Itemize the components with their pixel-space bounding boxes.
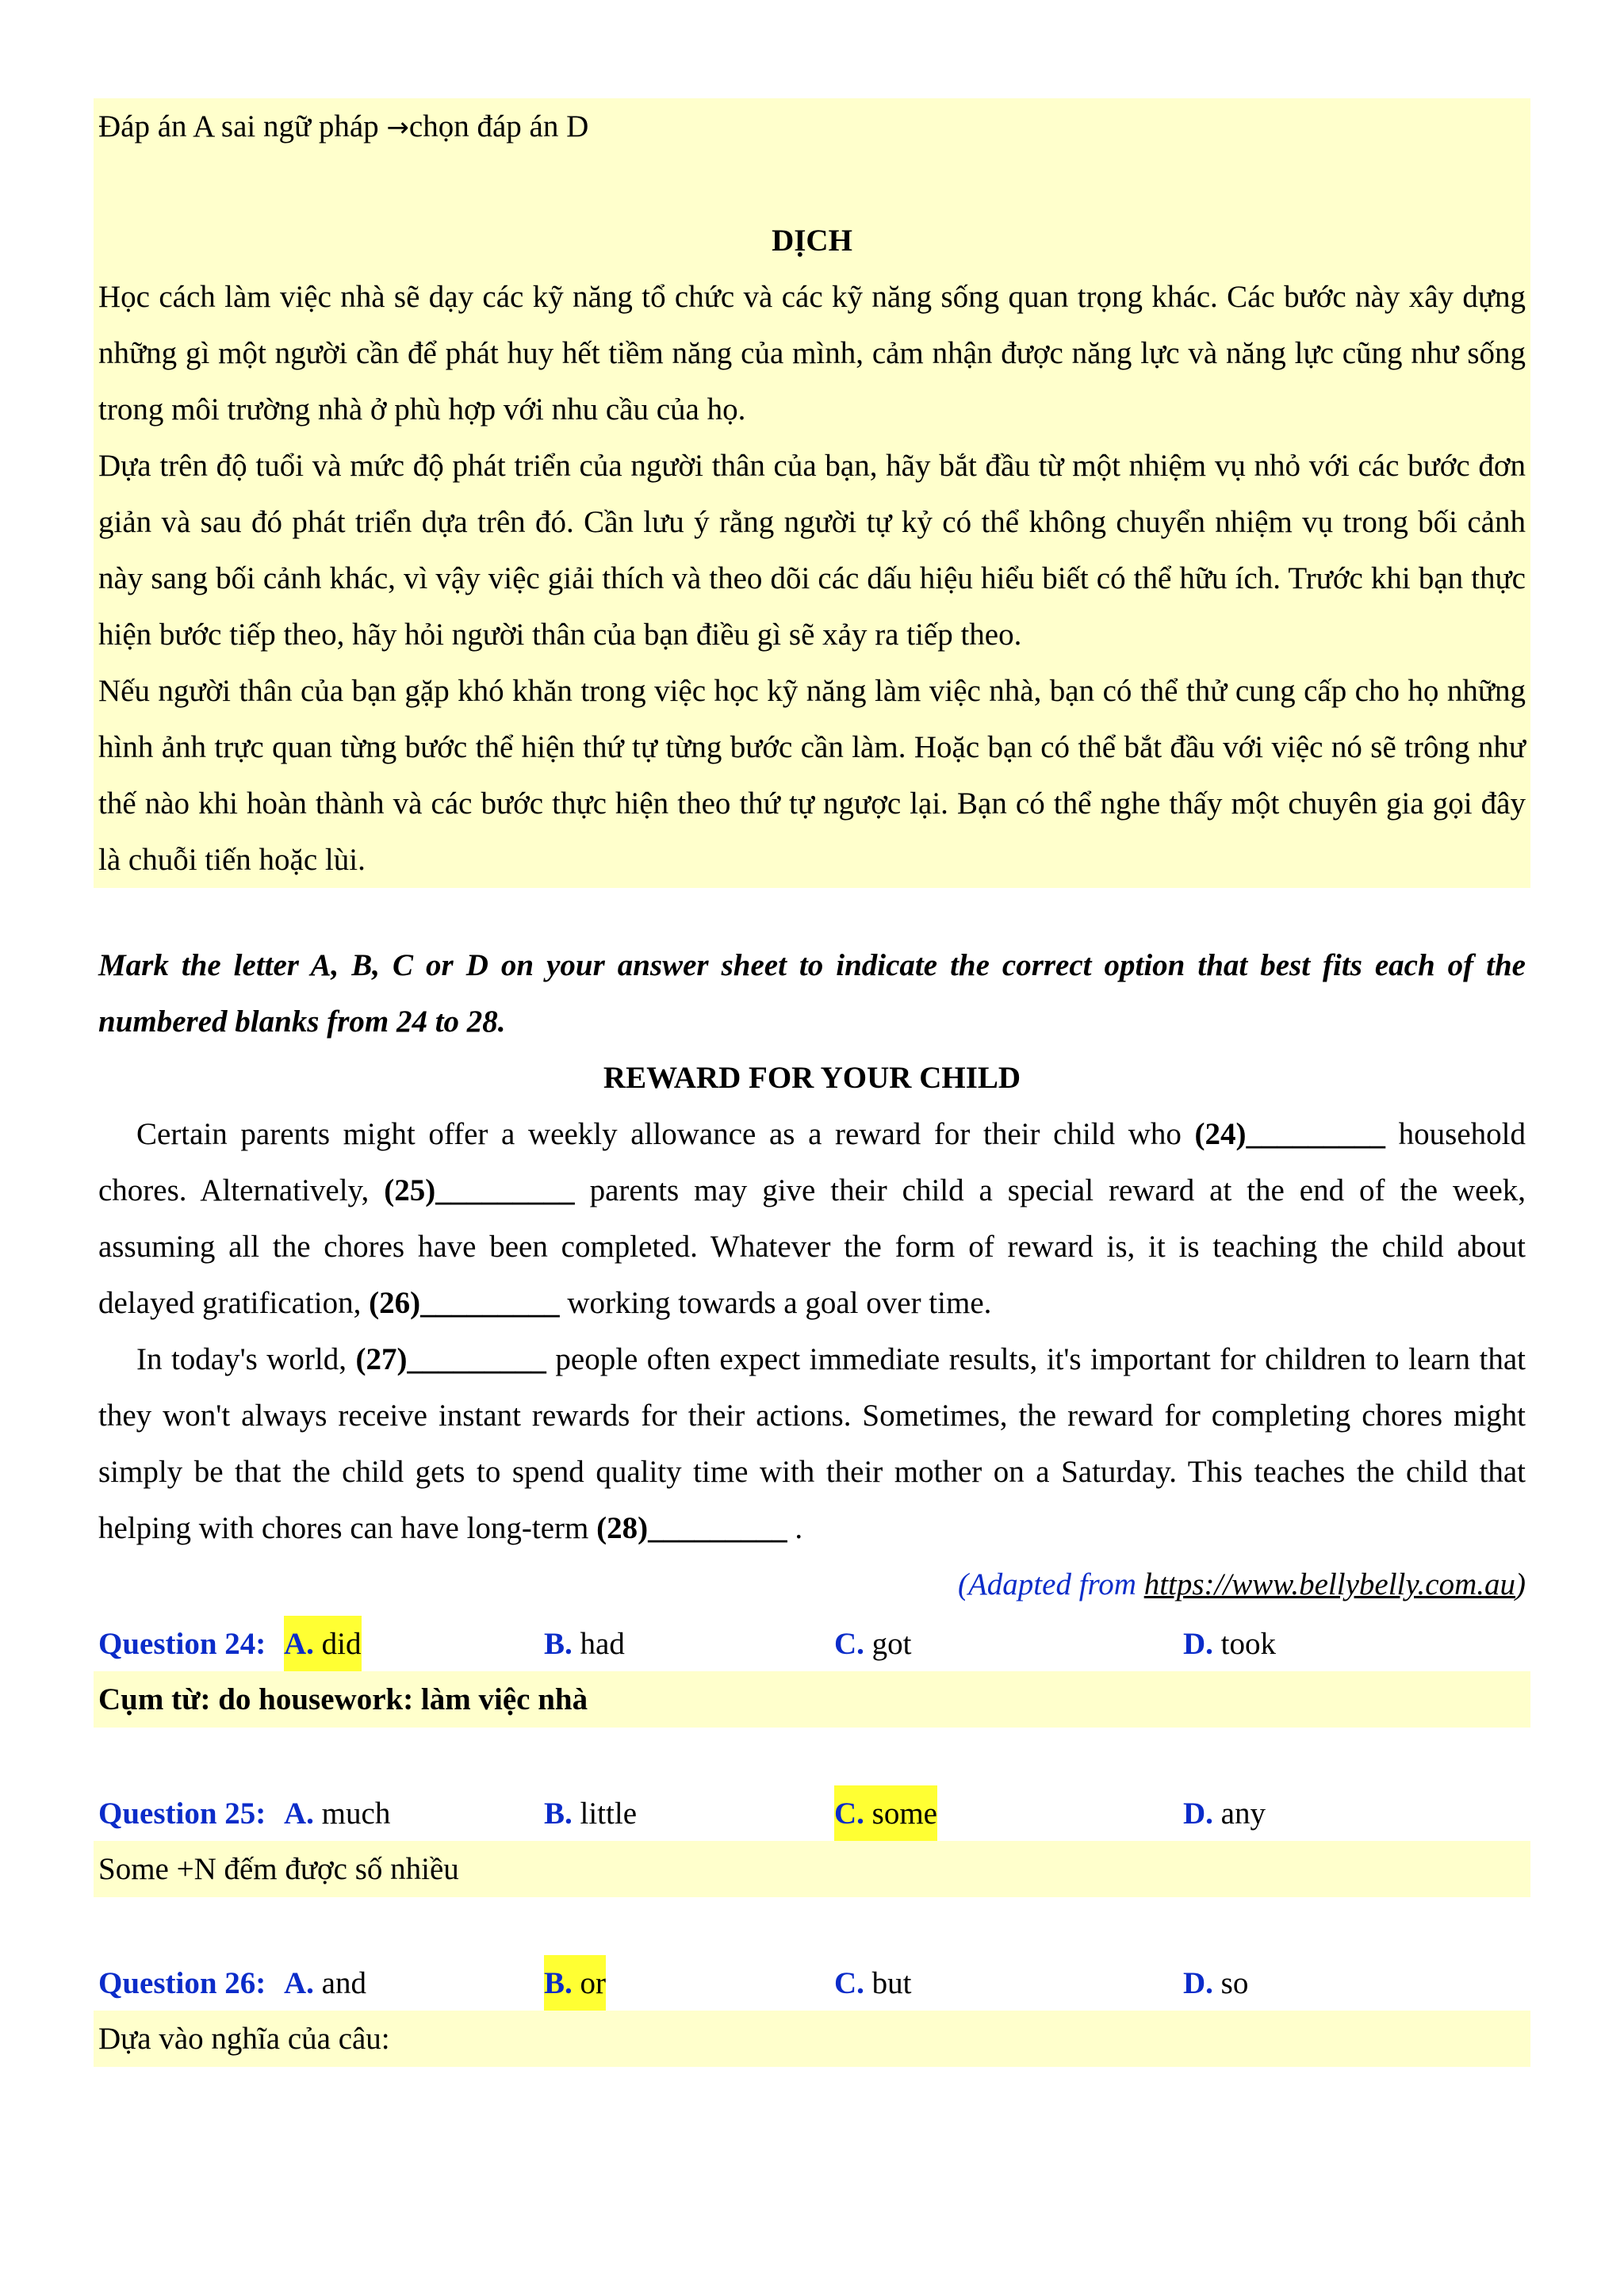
question-label: Question 24: <box>98 1627 266 1661</box>
option-a[interactable]: A. did <box>284 1616 362 1672</box>
blank-24: (24)_________ <box>1194 1117 1386 1151</box>
passage-text: people often expect immediate results, it's important for children to learn that they won't always receive instant rewards for their actions. Sometimes, the reward for completing chores might simply be that the child gets to spend quality time with their mother on a Saturday. This teaches the child that helping with chores can have long-term <box>98 1342 1526 1545</box>
passage-text: working towards a goal over time. <box>559 1286 992 1320</box>
question-24 <box>98 1616 1526 1672</box>
source-prefix: (Adapted from <box>958 1567 1144 1601</box>
option-c[interactable]: C. got <box>834 1627 912 1661</box>
passage-text: household chores. Alternatively, <box>98 1117 1526 1207</box>
answer-note-text: Đáp án A sai ngữ pháp <box>98 109 387 144</box>
instruction: Mark the letter A, B, C or D on your answer sheet to indicate the correct option that best fits each of the numbered blanks from 24 to 28. <box>98 948 1526 1039</box>
arrow-right-icon: → <box>386 112 409 144</box>
option-c[interactable]: C. some <box>834 1785 937 1842</box>
answer-note-choice: chọn đáp án D <box>408 109 589 144</box>
translation-paragraph: Nếu người thân của bạn gặp khó khăn trong việc học kỹ năng làm việc nhà, bạn có thể thử cung cấp cho họ những hình ảnh trực quan từng bước thể hiện thứ tự từng bước cần làm. Hoặc bạn có thể bắt đầu với việc nó sẽ trông như thế nào khi hoàn thành và các bước thực hiện theo thứ tự ngược lại. Bạn có thể nghe thấy một chuyên gia gọi đây là chuỗi tiến hoặc lùi. <box>98 674 1526 877</box>
question-label: Question 25: <box>98 1797 266 1831</box>
translation-paragraph: Học cách làm việc nhà sẽ dạy các kỹ năng tổ chức và các kỹ năng sống quan trọng khác. Các bước này xây dựng những gì một người cần để phát huy hết tiềm năng của mình, cảm nhận được năng lực và năng lực cũng như sống trong môi trường nhà ở phù hợp với nhu cầu của họ. <box>98 280 1526 427</box>
source-link[interactable]: https://www.bellybelly.com.au <box>1143 1567 1515 1601</box>
blank-26: (26)_________ <box>369 1286 560 1320</box>
source-citation <box>98 1556 1526 1613</box>
passage-text: . <box>787 1511 803 1545</box>
option-a[interactable]: A. much <box>284 1797 391 1831</box>
option-a[interactable]: A. and <box>284 1966 366 2000</box>
blank-27: (27)_________ <box>355 1342 546 1376</box>
blank-25: (25)_________ <box>384 1173 575 1207</box>
passage-paragraph-1 <box>98 1106 1526 1331</box>
passage-text: Certain parents might offer a weekly allowance as a reward for their child who <box>136 1117 1195 1151</box>
option-b[interactable]: B. had <box>544 1627 625 1661</box>
source-suffix: ) <box>1515 1567 1526 1601</box>
option-d[interactable]: D. any <box>1183 1797 1266 1831</box>
option-b[interactable]: B. little <box>544 1797 638 1831</box>
option-c[interactable]: C. but <box>834 1966 912 2000</box>
passage-text: parents may give their child a special reward at the end of the week, assuming all the chores have been completed. Whatever the form of reward is, it is teaching the child about delayed gratification, <box>98 1173 1526 1320</box>
translation-title: DỊCH <box>772 224 852 258</box>
explanation-24: Cụm từ: do housework: làm việc nhà <box>94 1671 1530 1728</box>
explanation-25: Some +N đếm được số nhiều <box>94 1841 1530 1897</box>
answer-note <box>98 98 1526 156</box>
explanation-26: Dựa vào nghĩa của câu: <box>94 2011 1530 2067</box>
translation-paragraph: Dựa trên độ tuổi và mức độ phát triển của người thân của bạn, hãy bắt đầu từ một nhiệm vụ nhỏ với các bước đơn giản và sau đó phát triển dựa trên đó. Cần lưu ý rằng người tự kỷ có thể không chuyển nhiệm vụ trong bối cảnh này sang bối cảnh khác, vì vậy việc giải thích và theo dõi các dấu hiệu hiểu biết có thể hữu ích. Trước khi bạn thực hiện bước tiếp theo, hãy hỏi người thân của bạn điều gì sẽ xảy ra tiếp theo. <box>98 449 1526 652</box>
blank-28: (28)_________ <box>596 1511 787 1545</box>
translation-box <box>94 98 1530 888</box>
passage-paragraph-2 <box>98 1331 1526 1556</box>
cloze-section <box>94 937 1530 1613</box>
option-b[interactable]: B. or <box>544 1955 606 2011</box>
option-d[interactable]: D. so <box>1183 1966 1249 2000</box>
option-d[interactable]: D. took <box>1183 1627 1277 1661</box>
passage-title: REWARD FOR YOUR CHILD <box>603 1061 1021 1095</box>
question-label: Question 26: <box>98 1966 266 2000</box>
question-25 <box>98 1785 1526 1842</box>
passage-text: In today's world, <box>136 1342 356 1376</box>
question-26 <box>98 1955 1526 2011</box>
